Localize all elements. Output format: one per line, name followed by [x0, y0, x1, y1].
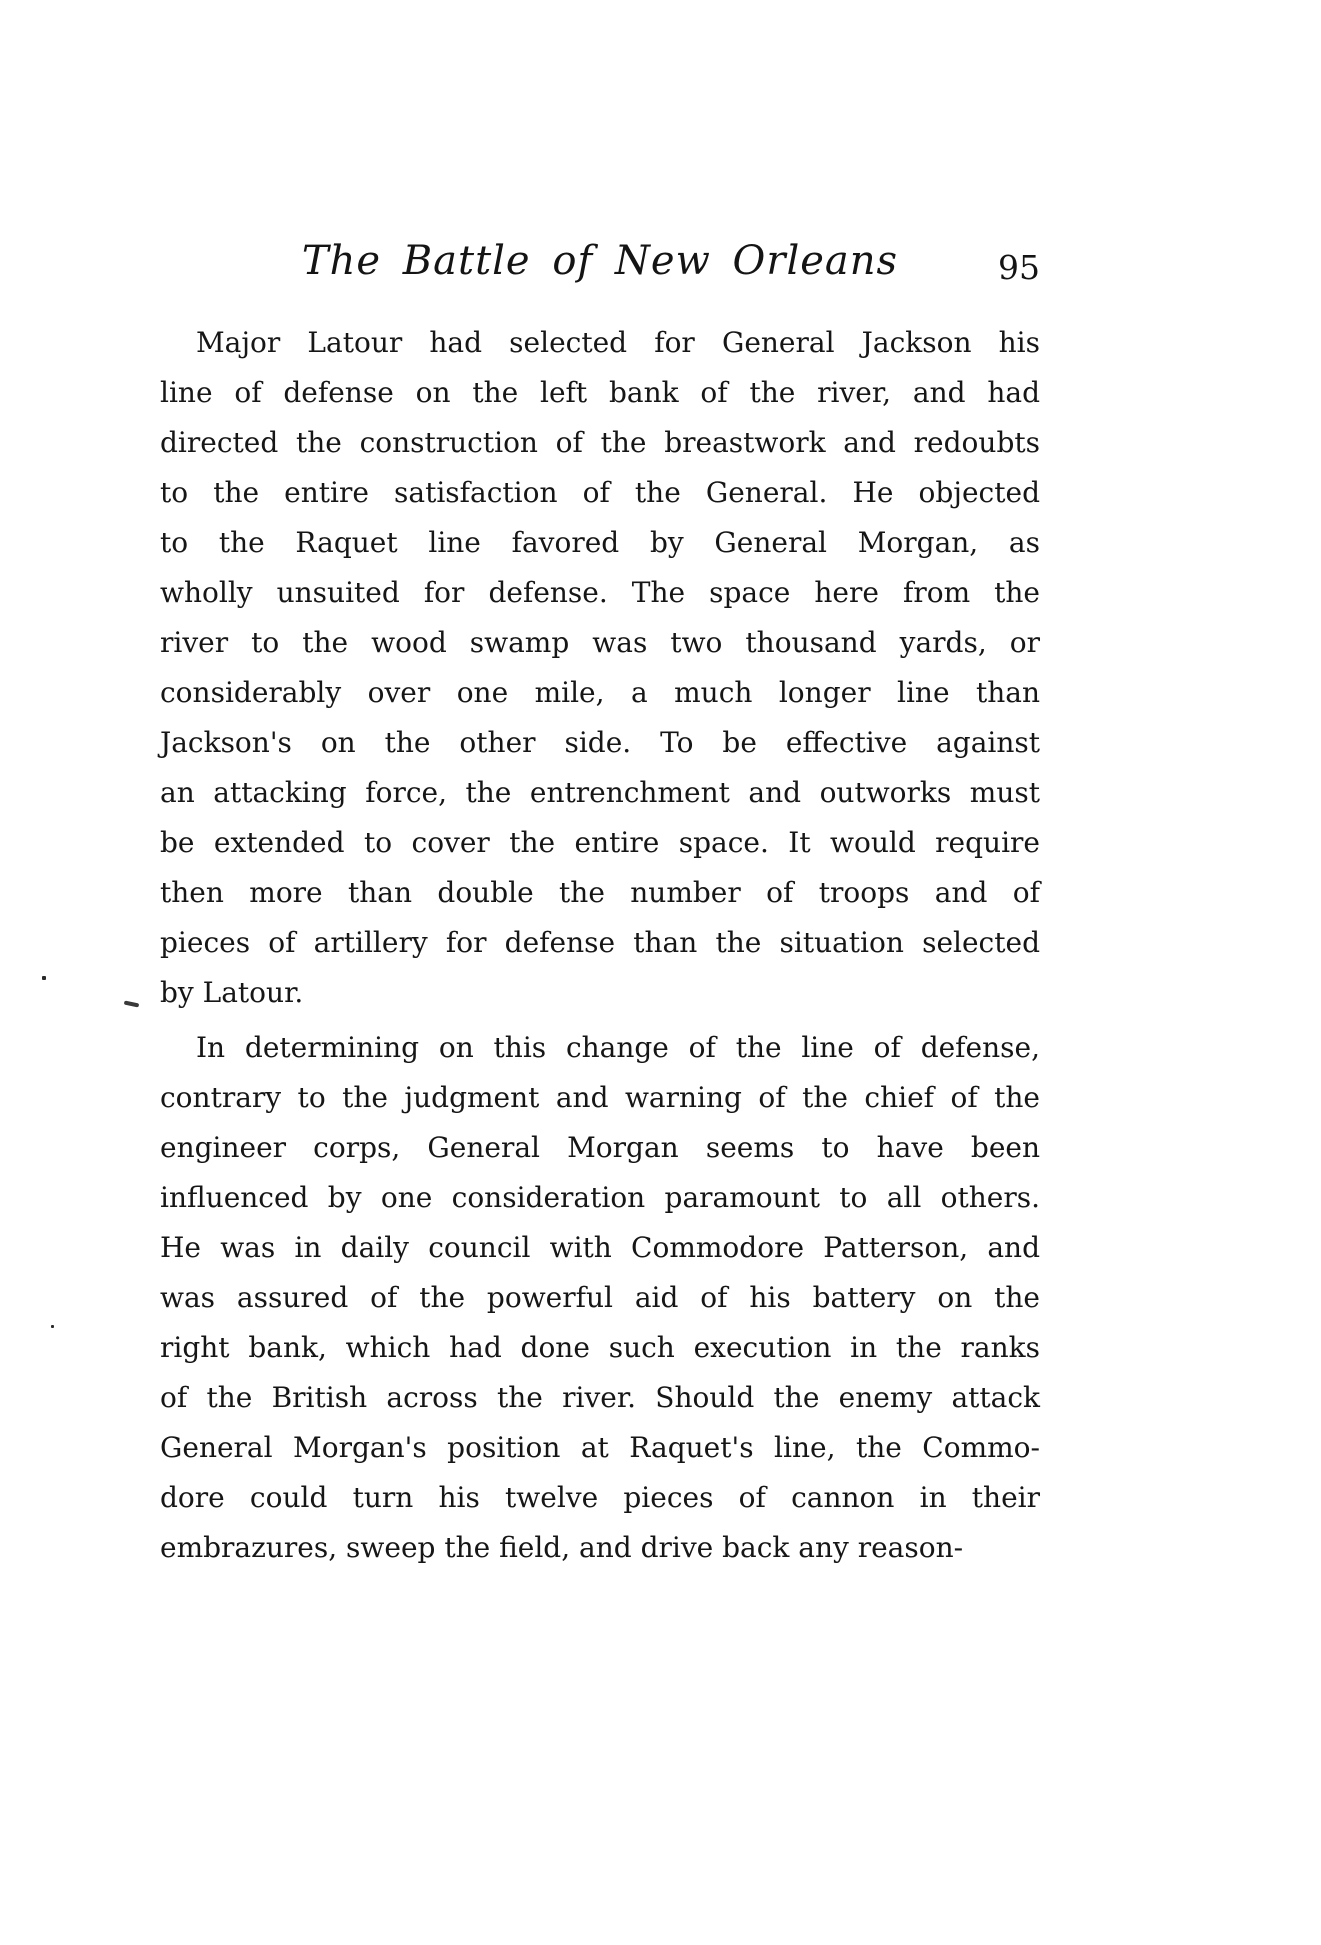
text-line: In determining on this change of the line of defense,: [196, 1031, 1040, 1064]
text-line: of the British across the river. Should the enemy attack: [160, 1381, 1040, 1414]
text-line: to the entire satisfaction of the General. He objected: [160, 476, 1040, 509]
text-line: embrazures, sweep the field, and drive back any reason-: [160, 1531, 964, 1564]
text-line: General Morgan's position at Raquet's line, the Commo-: [160, 1431, 1040, 1464]
text-line: wholly unsuited for defense. The space here from the: [160, 576, 1040, 609]
text-line: dore could turn his twelve pieces of cannon in their: [160, 1481, 1040, 1514]
text-line: Major Latour had selected for General Jackson his: [196, 326, 1040, 359]
page-body: [160, 318, 1040, 1573]
text-line: directed the construction of the breastwork and redoubts: [160, 426, 1040, 459]
text-line: an attacking force, the entrenchment and outworks must: [160, 776, 1040, 809]
text-line: by Latour.: [160, 976, 304, 1009]
paragraph: [160, 318, 1040, 1018]
text-line: line of defense on the left bank of the river, and had: [160, 376, 1040, 409]
text-line: pieces of artillery for defense than the situation selected: [160, 926, 1040, 959]
text-line: engineer corps, General Morgan seems to have been: [160, 1131, 1040, 1164]
text-line: contrary to the judgment and warning of the chief of the: [160, 1081, 1040, 1114]
page-number: 95: [998, 248, 1040, 287]
text-line: He was in daily council with Commodore Patterson, and: [160, 1231, 1040, 1264]
page-title: The Battle of New Orleans: [301, 238, 899, 284]
text-line: Jackson's on the other side. To be effective against: [160, 726, 1040, 759]
running-header: [160, 238, 1040, 298]
scan-speck: [124, 1000, 140, 1007]
paragraph: [160, 1023, 1040, 1573]
scan-speck: [51, 1325, 54, 1328]
text-line: to the Raquet line favored by General Morgan, as: [160, 526, 1040, 559]
text-line: was assured of the powerful aid of his battery on the: [160, 1281, 1040, 1314]
text-line: then more than double the number of troops and of: [160, 876, 1040, 909]
text-line: influenced by one consideration paramount to all others.: [160, 1181, 1040, 1214]
text-line: right bank, which had done such execution in the ranks: [160, 1331, 1040, 1364]
text-line: considerably over one mile, a much longer line than: [160, 676, 1040, 709]
scan-speck: [42, 976, 46, 980]
text-line: river to the wood swamp was two thousand yards, or: [160, 626, 1040, 659]
text-line: be extended to cover the entire space. It would require: [160, 826, 1040, 859]
